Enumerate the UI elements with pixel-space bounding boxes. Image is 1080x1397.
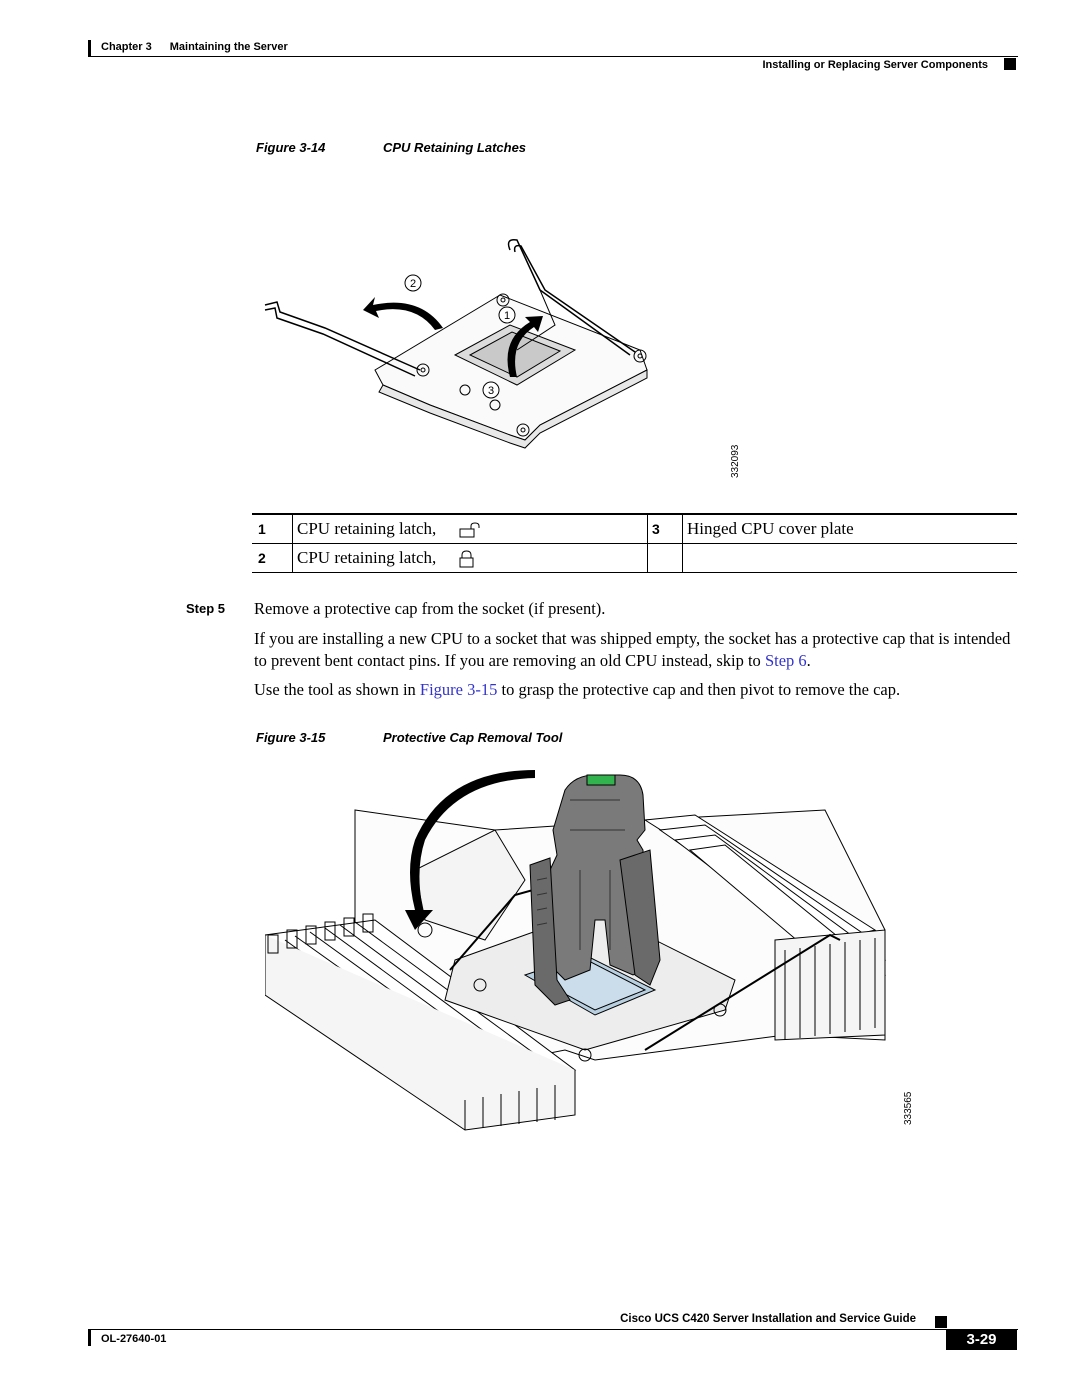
- step-5-label: Step 5: [186, 601, 226, 616]
- figure-15-title: Protective Cap Removal Tool: [383, 730, 563, 745]
- step-6-link[interactable]: Step 6: [764, 651, 807, 670]
- figure-15-art-id: 333565: [903, 1091, 914, 1125]
- callout-num: 2: [252, 544, 293, 573]
- callout-text-label: CPU retaining latch,: [297, 519, 437, 538]
- footer-rule: [88, 1329, 1018, 1330]
- callout-text-label: CPU retaining latch,: [297, 547, 437, 567]
- unlock-icon: [459, 522, 483, 538]
- callout-table: [252, 513, 1017, 573]
- callout-table-row: [252, 544, 1017, 573]
- callout-table-row: [252, 514, 1017, 544]
- header-section-title: Installing or Replacing Server Components: [762, 59, 988, 71]
- chapter-number: Chapter 3: [101, 41, 152, 53]
- figure-15-caption: [256, 730, 656, 745]
- figure-14-caption: [256, 140, 656, 155]
- callout-text: Hinged CPU cover plate: [683, 514, 1018, 544]
- step-5-paragraph-1: If you are installing a new CPU to a socket that was shipped empty, the socket has a protective cap that is intended to prevent bent contact pins. If you are removing an old CPU instead, skip to Step 6.: [254, 629, 1011, 670]
- callout-num: 1: [252, 514, 293, 544]
- footer-left-bar: [88, 1330, 91, 1346]
- step-5-paragraph-2: Use the tool as shown in Figure 3-15 to grasp the protective cap and then pivot to remove the cap.: [254, 680, 901, 699]
- callout-3: 3: [487, 385, 495, 397]
- callout-text: [293, 514, 648, 544]
- lock-icon: [459, 550, 475, 568]
- header-chapter: [101, 41, 288, 53]
- figure-14-art-id: 332093: [730, 444, 741, 478]
- header-left-bar: [88, 40, 91, 56]
- figure-14-label: Figure 3-14: [256, 140, 326, 155]
- figure-14-title: CPU Retaining Latches: [383, 140, 527, 155]
- cpu-retaining-latches-illustration: [255, 230, 765, 505]
- footer-guide-title: Cisco UCS C420 Server Installation and Service Guide: [620, 1313, 916, 1325]
- page-number: 3-29: [946, 1330, 1017, 1350]
- callout-text: [293, 544, 648, 573]
- chapter-title: Maintaining the Server: [169, 41, 288, 53]
- footer-doc-number: OL-27640-01: [101, 1333, 167, 1345]
- header-square-marker: [1004, 58, 1016, 70]
- footer-square-marker: [935, 1316, 947, 1328]
- callout-1: 1: [503, 310, 511, 322]
- figure-3-15-link[interactable]: Figure 3-15: [419, 680, 498, 699]
- callout-2: 2: [409, 278, 417, 290]
- protective-cap-removal-tool-illustration: [265, 770, 905, 1150]
- header-rule: [88, 56, 1018, 57]
- figure-15-label: Figure 3-15: [256, 730, 326, 745]
- step-5-text: Remove a protective cap from the socket (if present).: [254, 599, 606, 618]
- callout-num: 3: [648, 514, 683, 544]
